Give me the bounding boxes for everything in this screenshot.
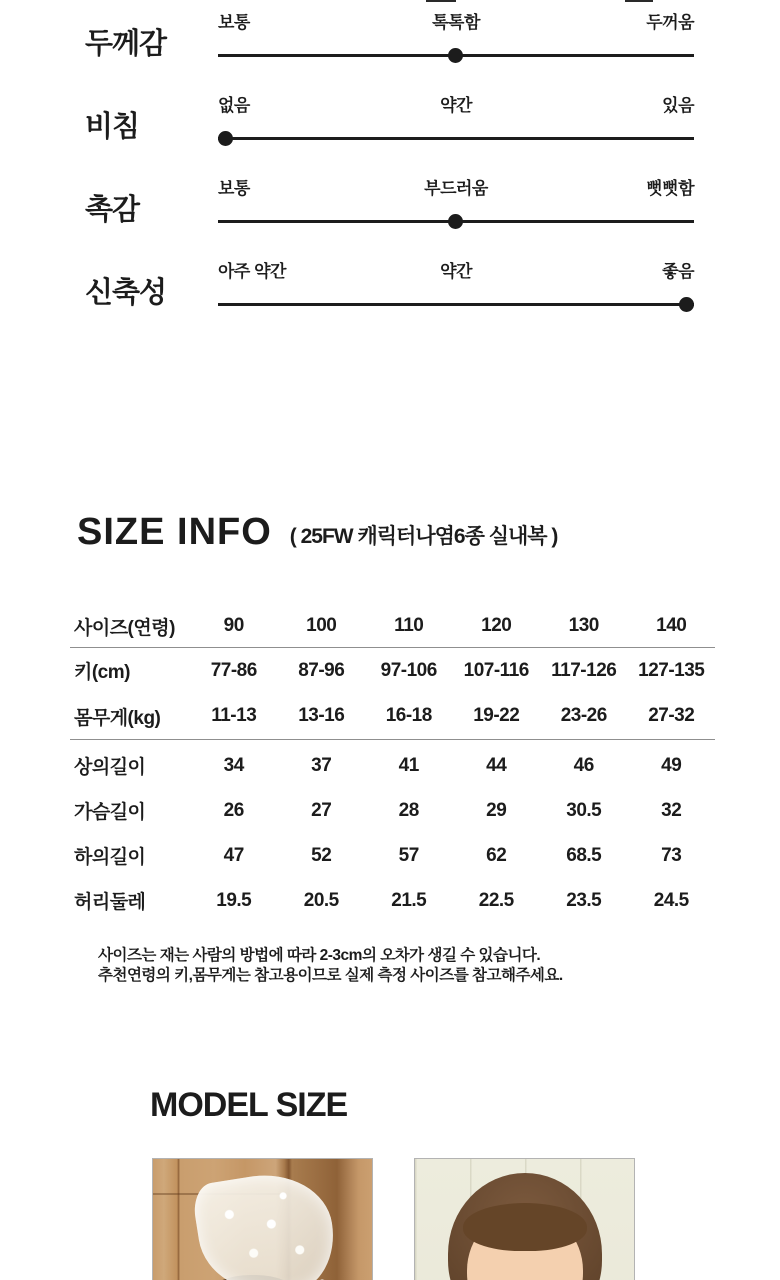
- fabric-row-2: [0, 176, 780, 240]
- table-cell: 23-26: [560, 705, 607, 726]
- table-cell: 27: [311, 799, 332, 821]
- table-row: [70, 693, 715, 740]
- slider-dot: [218, 131, 233, 146]
- table-cell: 49: [661, 754, 682, 776]
- row-label: 하의길이: [74, 847, 146, 868]
- scale-label-center: 약간: [440, 262, 472, 281]
- fabric-row-0: [0, 10, 780, 74]
- size-table-header: [70, 605, 715, 648]
- slider-dot: [679, 297, 694, 312]
- table-cell: 57: [398, 844, 419, 866]
- table-cell: 41: [398, 754, 419, 776]
- row-label: 허리둘레: [74, 892, 146, 913]
- size-column-header: 120: [481, 615, 512, 636]
- model-bangs: [463, 1203, 587, 1251]
- table-row: [70, 833, 715, 878]
- size-info-subtitle: ( 25FW 캐릭터나염6종 실내복 ): [289, 525, 558, 548]
- scale-label-center: 부드러움: [424, 179, 488, 198]
- scale-label-center: 약간: [440, 96, 472, 115]
- scale-label-left: 없음: [218, 96, 250, 115]
- table-cell: 37: [311, 754, 332, 776]
- table-cell: 117-126: [551, 659, 617, 681]
- table-cell: 52: [311, 844, 332, 866]
- table-cell: 77-86: [210, 659, 257, 681]
- cropped-text-artifact: [625, 0, 653, 2]
- table-row: [70, 743, 715, 788]
- size-column-header: 100: [306, 615, 337, 636]
- table-cell: 29: [486, 799, 507, 821]
- model-size-title: MODEL SIZE: [150, 1086, 348, 1124]
- table-cell: 22.5: [478, 889, 514, 911]
- size-column-header: 90: [223, 615, 244, 636]
- table-cell: 127-135: [638, 659, 705, 681]
- table-cell: 30.5: [566, 799, 602, 821]
- table-cell: 32: [661, 799, 682, 821]
- size-info-header: [77, 511, 557, 554]
- size-table-header-label: 사이즈(연령): [74, 617, 175, 639]
- cropped-text-artifact: [426, 0, 456, 2]
- table-cell: 68.5: [566, 844, 602, 866]
- table-cell: 28: [398, 799, 419, 821]
- table-cell: 26: [223, 799, 244, 821]
- size-column-header: 130: [568, 615, 599, 636]
- table-cell: 97-106: [380, 659, 437, 681]
- fabric-attribute-label: 신축성: [85, 277, 167, 309]
- size-column-header: 140: [656, 615, 687, 636]
- scale-label-right: 뻣뻣함: [646, 179, 694, 198]
- size-info-title: SIZE INFO: [77, 511, 272, 553]
- model-photo-right: [414, 1158, 635, 1280]
- size-table-body: [70, 648, 715, 923]
- table-cell: 73: [661, 844, 682, 866]
- table-row: [70, 878, 715, 923]
- table-cell: 13-16: [298, 705, 345, 726]
- table-cell: 16-18: [385, 705, 432, 726]
- scale-label-center: 톡톡함: [432, 13, 480, 32]
- row-label: 상의길이: [74, 757, 146, 778]
- table-cell: 19.5: [216, 889, 252, 911]
- fabric-attribute-label: 비침: [85, 111, 140, 143]
- table-cell: 27-32: [648, 705, 695, 726]
- table-cell: 11-13: [211, 705, 257, 726]
- table-cell: 34: [223, 754, 244, 776]
- table-cell: 47: [223, 844, 244, 866]
- fabric-scale-labels: [218, 179, 694, 199]
- size-column-header: 110: [394, 615, 424, 636]
- table-cell: 44: [486, 754, 507, 776]
- table-cell: 23.5: [566, 889, 602, 911]
- table-cell: 19-22: [473, 705, 520, 726]
- scale-label-right: 좋음: [662, 262, 694, 281]
- table-cell: 62: [486, 844, 507, 866]
- table-cell: 107-116: [463, 659, 529, 681]
- fabric-scale-labels: [218, 262, 694, 282]
- size-note-line: 추천연령의 키,몸무게는 참고용이므로 실제 측정 사이즈를 참고해주세요.: [98, 967, 563, 984]
- scale-label-left: 아주 약간: [218, 262, 286, 281]
- lace-kerchief: [190, 1165, 341, 1280]
- slider-track: [218, 137, 694, 140]
- row-label: 가슴길이: [74, 802, 146, 823]
- fabric-row-3: [0, 259, 780, 323]
- table-cell: 24.5: [653, 889, 689, 911]
- table-cell: 87-96: [298, 659, 345, 681]
- table-cell: 20.5: [303, 889, 339, 911]
- fabric-attribute-label: 두께감: [85, 28, 167, 60]
- row-label: 몸무게(kg): [74, 707, 161, 729]
- size-notes: [98, 946, 563, 986]
- table-cell: 21.5: [391, 889, 427, 911]
- scale-label-right: 있음: [662, 96, 694, 115]
- slider-track: [218, 303, 694, 306]
- scale-label-right: 두꺼움: [646, 13, 694, 32]
- scale-label-left: 보통: [218, 179, 250, 198]
- row-label: 키(cm): [74, 662, 130, 683]
- model-photo-left: [152, 1158, 373, 1280]
- fabric-scale-labels: [218, 96, 694, 116]
- fabric-row-1: [0, 93, 780, 157]
- fabric-attribute-label: 촉감: [85, 194, 140, 226]
- scale-label-left: 보통: [218, 13, 250, 32]
- table-row: [70, 788, 715, 833]
- table-cell: 46: [573, 754, 594, 776]
- table-row: [70, 648, 715, 693]
- slider-dot: [448, 48, 463, 63]
- slider-dot: [448, 214, 463, 229]
- size-table: [70, 605, 715, 923]
- size-note-line: 사이즈는 재는 사람의 방법에 따라 2-3cm의 오차가 생길 수 있습니다.: [98, 947, 541, 964]
- fabric-scale-labels: [218, 13, 694, 33]
